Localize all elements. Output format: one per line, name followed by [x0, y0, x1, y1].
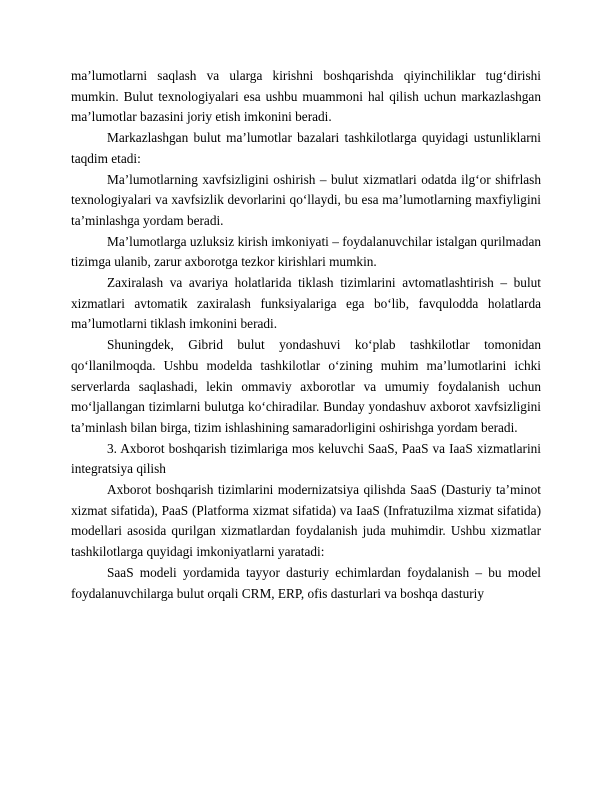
paragraph-hybrid-cloud: Shuningdek, Gibrid bulut yondashuvi ko‘plab tashkilotlar tomonidan qo‘llanilmoqda. Ushbu modelda tashkilotlar o‘zining muhim ma’lumotlarini ichki serverlarda saqlashadi, lekin ommaviy axborotlar va umumiy foydalanish uchun mo‘ljallangan tizimlarni bulutga ko‘chiradilar. Bunday yondashuv axborot xavfsizligini ta’minlash bilan birga, tizim ishlashining samaradorligini oshirishga yordam beradi. — [71, 337, 541, 435]
paragraph-saas-paas-iaas: Axborot boshqarish tizimlarini modernizatsiya qilishda SaaS (Dasturiy ta’minot xizmat sifatida), PaaS (Platforma xizmat sifatida) va IaaS (Infratuzilma xizmat sifatida) modellari asosida qurilgan xizmatlardan foydalanish juda muhimdir. Ushbu xizmatlar tashkilotlarga quyidagi imkoniyatlarni yaratadi: — [71, 482, 541, 560]
paragraph-backup-recovery: Zaxiralash va avariya holatlarida tiklash tizimlarini avtomatlashtirish – bulut xizmatlari avtomatik zaxiralash funksiyalariga ega bo‘lib, favqulodda holatlarda ma’lumotlarni tiklash imkonini beradi. — [71, 275, 541, 332]
paragraph-security: Ma’lumotlarning xavfsizligini oshirish – bulut xizmatlari odatda ilg‘or shifrlash texnologiyalari va xavfsizlik devorlarini qo‘llaydi, bu esa ma’lumotlarning maxfiyligini ta’minlashga yordam beradi. — [71, 171, 541, 228]
paragraph-continuation: ma’lumotlarni saqlash va ularga kirishni boshqarishda qiyinchiliklar tug‘dirishi mumkin. Bulut texnologiyalari esa ushbu muammoni hal qilish uchun markazlashgan ma’lumotlar bazasini joriy etish imkonini beradi. — [71, 68, 541, 125]
document-page — [71, 66, 541, 604]
paragraph-saas-model: SaaS modeli yordamida tayyor dasturiy echimlardan foydalanish – bu model foydalanuvchilarga bulut orqali CRM, ERP, ofis dasturlari va boshqa dasturiy — [71, 564, 541, 601]
paragraph-continuous-access: Ma’lumotlarga uzluksiz kirish imkoniyati – foydalanuvchilar istalgan qurilmadan tizimga ulanib, zarur axborotga tezkor kirishlari mumkin. — [71, 233, 541, 270]
paragraph-benefits-intro: Markazlashgan bulut ma’lumotlar bazalari tashkilotlarga quyidagi ustunliklarni taqdim etadi: — [71, 130, 541, 166]
section-heading: 3. Axborot boshqarish tizimlariga mos keluvchi SaaS, PaaS va IaaS xizmatlarini integratsiya qilish — [71, 440, 541, 477]
